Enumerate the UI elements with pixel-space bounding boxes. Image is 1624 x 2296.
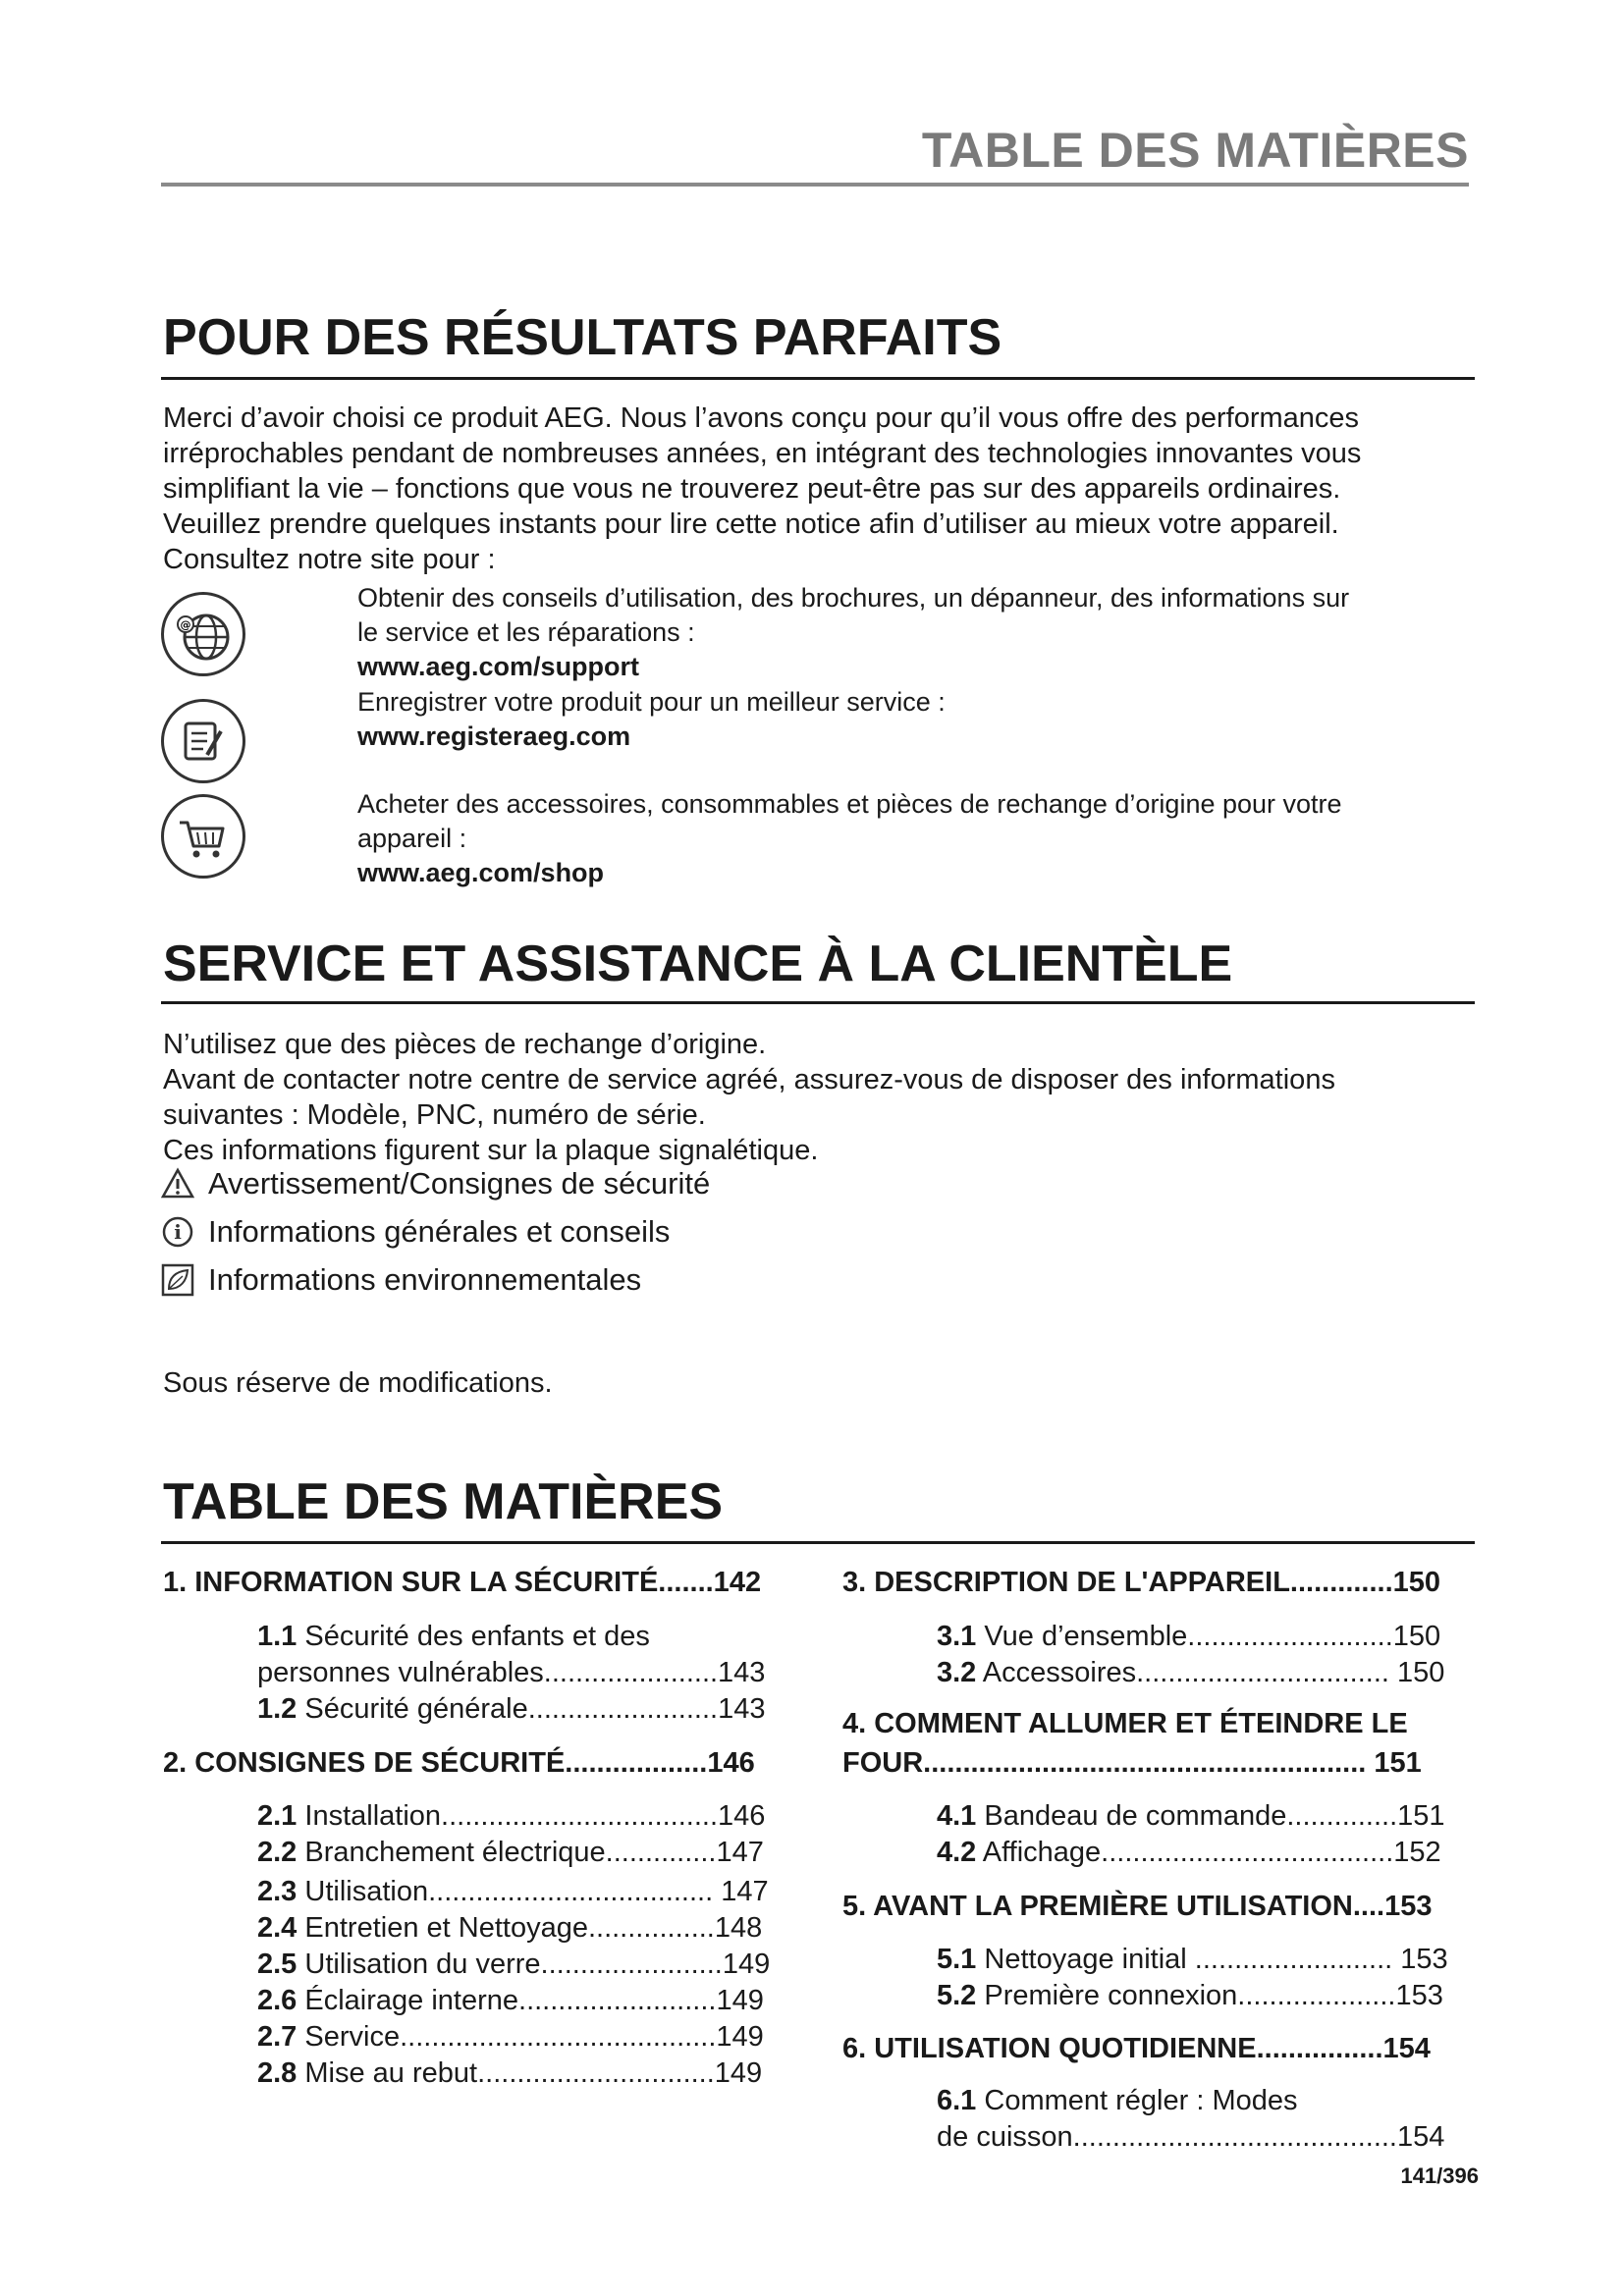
svg-text:i: i — [174, 1220, 182, 1244]
toc-subentry[interactable]: 2.3 Utilisation.................................... 147 — [257, 1876, 769, 1907]
header-rule — [161, 183, 1469, 187]
register-link-block: Enregistrer votre produit pour un meilleur service : www.registeraeg.com — [357, 685, 1477, 754]
toc-entry[interactable]: 4. COMMENT ALLUMER ET ÉTEINDRE LE — [842, 1708, 1408, 1739]
toc-subentry[interactable]: personnes vulnérables......................143 — [257, 1657, 766, 1688]
toc-entry[interactable]: 1. INFORMATION SUR LA SÉCURITÉ.......142 — [163, 1567, 762, 1598]
register-icon — [161, 699, 245, 783]
toc-subentry[interactable]: 2.6 Éclairage interne.........................149 — [257, 1985, 764, 2016]
toc-subentry[interactable]: 2.8 Mise au rebut..............................149 — [257, 2057, 763, 2089]
toc-subentry[interactable]: de cuisson.........................................154 — [937, 2121, 1445, 2153]
toc-entry-continued[interactable]: FOUR........................................................ 151 — [842, 1747, 1422, 1779]
toc-subentry[interactable]: 2.4 Entretien et Nettoyage................148 — [257, 1912, 763, 1944]
legend-environment: Informations environnementales — [161, 1262, 641, 1298]
running-header: TABLE DES MATIÈRES — [921, 123, 1469, 178]
modification-note: Sous réserve de modifications. — [163, 1367, 553, 1399]
toc-entry[interactable]: 3. DESCRIPTION DE L'APPAREIL.............150 — [842, 1567, 1441, 1598]
toc-subentry[interactable]: 4.2 Affichage.....................................152 — [937, 1837, 1441, 1868]
toc-subentry[interactable]: 2.7 Service........................................149 — [257, 2021, 764, 2053]
support-url[interactable]: www.aeg.com/support — [357, 652, 640, 681]
toc-subentry[interactable]: 2.2 Branchement électrique..............147 — [257, 1837, 764, 1868]
leaf-icon — [161, 1263, 194, 1297]
svg-text:@: @ — [180, 618, 191, 631]
service-paragraph: N’utilisez que des pièces de rechange d’origine. Avant de contacter notre centre de service agréé, assurez-vous de disposer des informations suivantes : Modèle, PNC, numéro de série. Ces informations figurent sur la plaque signalétique. — [163, 1029, 1335, 1166]
support-link-block: Obtenir des conseils d’utilisation, des brochures, un dépanneur, des informations sur le service et les réparations : www.aeg.com/support — [357, 581, 1477, 684]
toc-subentry[interactable]: 1.1 Sécurité des enfants et des — [257, 1621, 650, 1652]
toc-subentry[interactable]: 3.1 Vue d’ensemble..........................150 — [937, 1621, 1441, 1652]
shop-link-block: Acheter des accessoires, consommables et pièces de rechange d’origine pour votre appareil : www.aeg.com/shop — [357, 787, 1477, 890]
toc-subentry[interactable]: 4.1 Bandeau de commande..............151 — [937, 1800, 1445, 1832]
toc-entry[interactable]: 5. AVANT LA PREMIÈRE UTILISATION....153 — [842, 1891, 1433, 1922]
legend-warning: Avertissement/Consignes de sécurité — [161, 1166, 710, 1201]
page-number: 141/396 — [1400, 2163, 1479, 2188]
section-rule — [161, 1541, 1475, 1544]
toc-subentry[interactable]: 1.2 Sécurité générale........................143 — [257, 1693, 766, 1725]
section-title-service: SERVICE ET ASSISTANCE À LA CLIENTÈLE — [163, 935, 1233, 992]
toc-entry[interactable]: 2. CONSIGNES DE SÉCURITÉ..................146 — [163, 1747, 755, 1779]
section-rule — [161, 377, 1475, 380]
intro-paragraph: Merci d’avoir choisi ce produit AEG. Nous l’avons conçu pour qu’il vous offre des performances irréprochables pendant de nombreuses années, en intégrant des technologies innovantes vous simplifiant la vie – fonctions que vous ne trouverez peut-être pas sur des appareils ordinaires. Veuillez prendre quelques instants pour lire cette notice afin d’utiliser au mieux votre appareil. Consultez notre site pour : — [163, 402, 1362, 575]
globe-icon — [161, 592, 245, 676]
legend-info: i Informations générales et conseils — [161, 1214, 670, 1250]
toc-subentry[interactable]: 5.2 Première connexion....................153 — [937, 1980, 1443, 2011]
info-icon — [161, 1215, 194, 1249]
toc-entry[interactable]: 6. UTILISATION QUOTIDIENNE................154 — [842, 2033, 1431, 2064]
register-url[interactable]: www.registeraeg.com — [357, 721, 631, 751]
toc-subentry[interactable]: 5.1 Nettoyage initial ......................... 153 — [937, 1944, 1448, 1975]
toc-subentry[interactable]: 6.1 Comment régler : Modes — [937, 2085, 1298, 2116]
shop-url[interactable]: www.aeg.com/shop — [357, 858, 605, 887]
toc-subentry[interactable]: 2.1 Installation...................................146 — [257, 1800, 766, 1832]
cart-icon — [161, 794, 245, 879]
toc-subentry[interactable]: 3.2 Accessoires................................ 150 — [937, 1657, 1445, 1688]
warning-icon — [161, 1167, 194, 1201]
toc-title: TABLE DES MATIÈRES — [163, 1473, 724, 1530]
toc-subentry[interactable]: 2.5 Utilisation du verre.......................149 — [257, 1949, 771, 1980]
section-rule — [161, 1001, 1475, 1004]
section-title-results: POUR DES RÉSULTATS PARFAITS — [163, 309, 1002, 366]
